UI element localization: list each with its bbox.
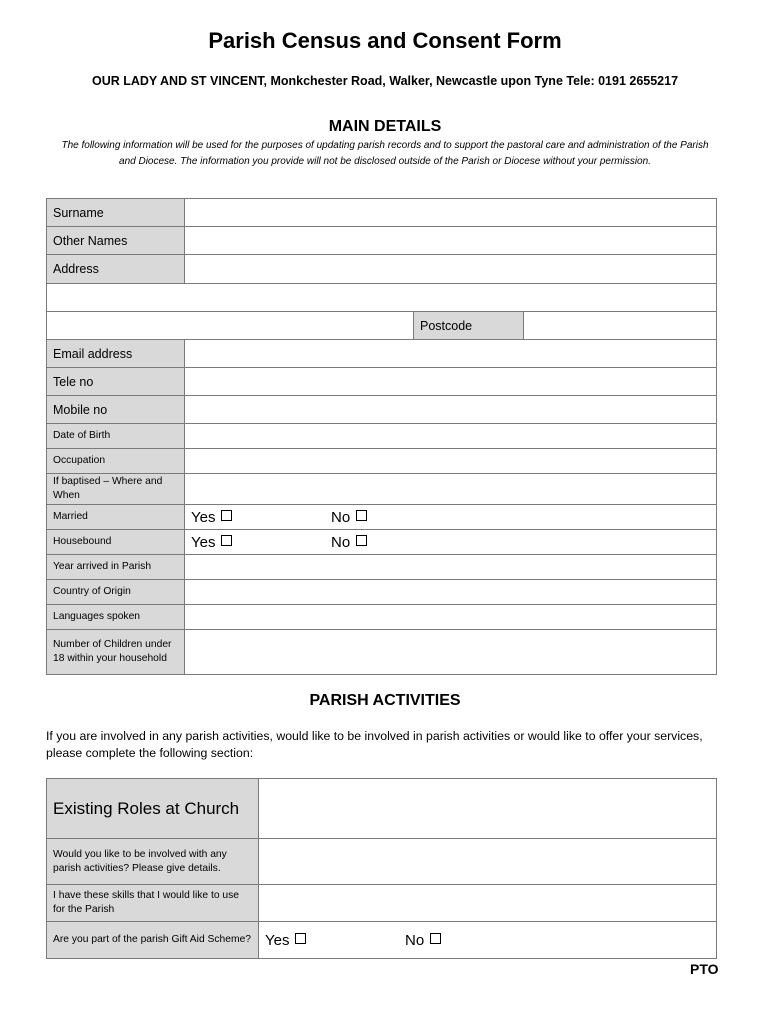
gift-aid-label: Are you part of the parish Gift Aid Scheme? bbox=[47, 922, 259, 959]
occupation-label: Occupation bbox=[47, 449, 185, 474]
country-field[interactable] bbox=[185, 580, 717, 605]
married-no-label: No bbox=[331, 508, 351, 526]
baptised-field[interactable] bbox=[185, 474, 717, 505]
existing-roles-field[interactable] bbox=[259, 779, 717, 839]
mobile-field[interactable] bbox=[185, 396, 717, 424]
email-field[interactable] bbox=[185, 340, 717, 368]
year-arrived-field[interactable] bbox=[185, 555, 717, 580]
page-title: Parish Census and Consent Form bbox=[208, 28, 562, 53]
married-label: Married bbox=[47, 505, 185, 530]
children-field[interactable] bbox=[185, 630, 717, 675]
mobile-label: Mobile no bbox=[47, 396, 185, 424]
address-field-line-3[interactable] bbox=[47, 312, 414, 340]
housebound-no-label: No bbox=[331, 533, 351, 551]
main-details-heading: MAIN DETAILS bbox=[328, 118, 442, 135]
other-names-field[interactable] bbox=[185, 227, 717, 255]
baptised-label: If baptised – Where and When bbox=[47, 474, 185, 505]
gift-aid-no-checkbox[interactable] bbox=[430, 933, 441, 944]
languages-field[interactable] bbox=[185, 605, 717, 630]
year-arrived-label: Year arrived in Parish bbox=[47, 555, 185, 580]
married-no-checkbox[interactable] bbox=[356, 510, 367, 521]
married-yes-label: Yes bbox=[191, 508, 216, 526]
occupation-field[interactable] bbox=[185, 449, 717, 474]
like-involved-label: Would you like to be involved with any parish activities? Please give details. bbox=[47, 839, 259, 885]
skills-label: I have these skills that I would like to use for the Parish bbox=[47, 885, 259, 922]
surname-label: Surname bbox=[47, 199, 185, 227]
housebound-options bbox=[185, 530, 717, 555]
email-label: Email address bbox=[47, 340, 185, 368]
postcode-field[interactable] bbox=[524, 312, 717, 340]
parish-address-line: OUR LADY AND ST VINCENT, Monkchester Road, Walker, Newcastle upon Tyne Tele: 0191 2655217 bbox=[91, 74, 679, 88]
gift-aid-yes-label: Yes bbox=[265, 931, 290, 949]
tele-label: Tele no bbox=[47, 368, 185, 396]
dob-field[interactable] bbox=[185, 424, 717, 449]
housebound-no-checkbox[interactable] bbox=[356, 535, 367, 546]
languages-label: Languages spoken bbox=[47, 605, 185, 630]
parish-activities-heading: PARISH ACTIVITIES bbox=[309, 692, 461, 709]
gift-aid-no-option[interactable] bbox=[405, 932, 441, 949]
other-names-label: Other Names bbox=[47, 227, 185, 255]
surname-field[interactable] bbox=[185, 199, 717, 227]
skills-field[interactable] bbox=[259, 885, 717, 922]
married-no-option[interactable] bbox=[331, 509, 367, 526]
pto-label: PTO bbox=[690, 961, 719, 977]
parish-activities-table bbox=[46, 778, 717, 959]
gift-aid-no-label: No bbox=[405, 931, 425, 949]
married-options bbox=[185, 505, 717, 530]
address-field-line-1[interactable] bbox=[185, 255, 717, 284]
address-label: Address bbox=[47, 255, 185, 284]
housebound-yes-checkbox[interactable] bbox=[221, 535, 232, 546]
gift-aid-options bbox=[259, 922, 717, 959]
country-label: Country of Origin bbox=[47, 580, 185, 605]
children-label: Number of Children under 18 within your household bbox=[47, 630, 185, 675]
married-yes-option[interactable] bbox=[191, 509, 232, 526]
main-details-intro: The following information will be used for the purposes of updating parish records and to support the pastoral care and administration of the Parish and Diocese. The information you provide will not be disclosed outside of the Parish or Diocese without your permission. bbox=[61, 140, 709, 167]
married-yes-checkbox[interactable] bbox=[221, 510, 232, 521]
housebound-label: Housebound bbox=[47, 530, 185, 555]
housebound-yes-label: Yes bbox=[191, 533, 216, 551]
existing-roles-label: Existing Roles at Church bbox=[47, 779, 259, 839]
gift-aid-yes-option[interactable] bbox=[265, 932, 306, 949]
parish-activities-paragraph: If you are involved in any parish activities, would like to be involved in parish activities or would like to offer your services, please complete the following section: bbox=[46, 729, 703, 760]
gift-aid-yes-checkbox[interactable] bbox=[295, 933, 306, 944]
housebound-no-option[interactable] bbox=[331, 534, 367, 551]
dob-label: Date of Birth bbox=[47, 424, 185, 449]
postcode-label: Postcode bbox=[414, 312, 524, 340]
like-involved-field[interactable] bbox=[259, 839, 717, 885]
main-details-table bbox=[46, 198, 717, 675]
housebound-yes-option[interactable] bbox=[191, 534, 232, 551]
address-field-line-2[interactable] bbox=[47, 284, 717, 312]
tele-field[interactable] bbox=[185, 368, 717, 396]
